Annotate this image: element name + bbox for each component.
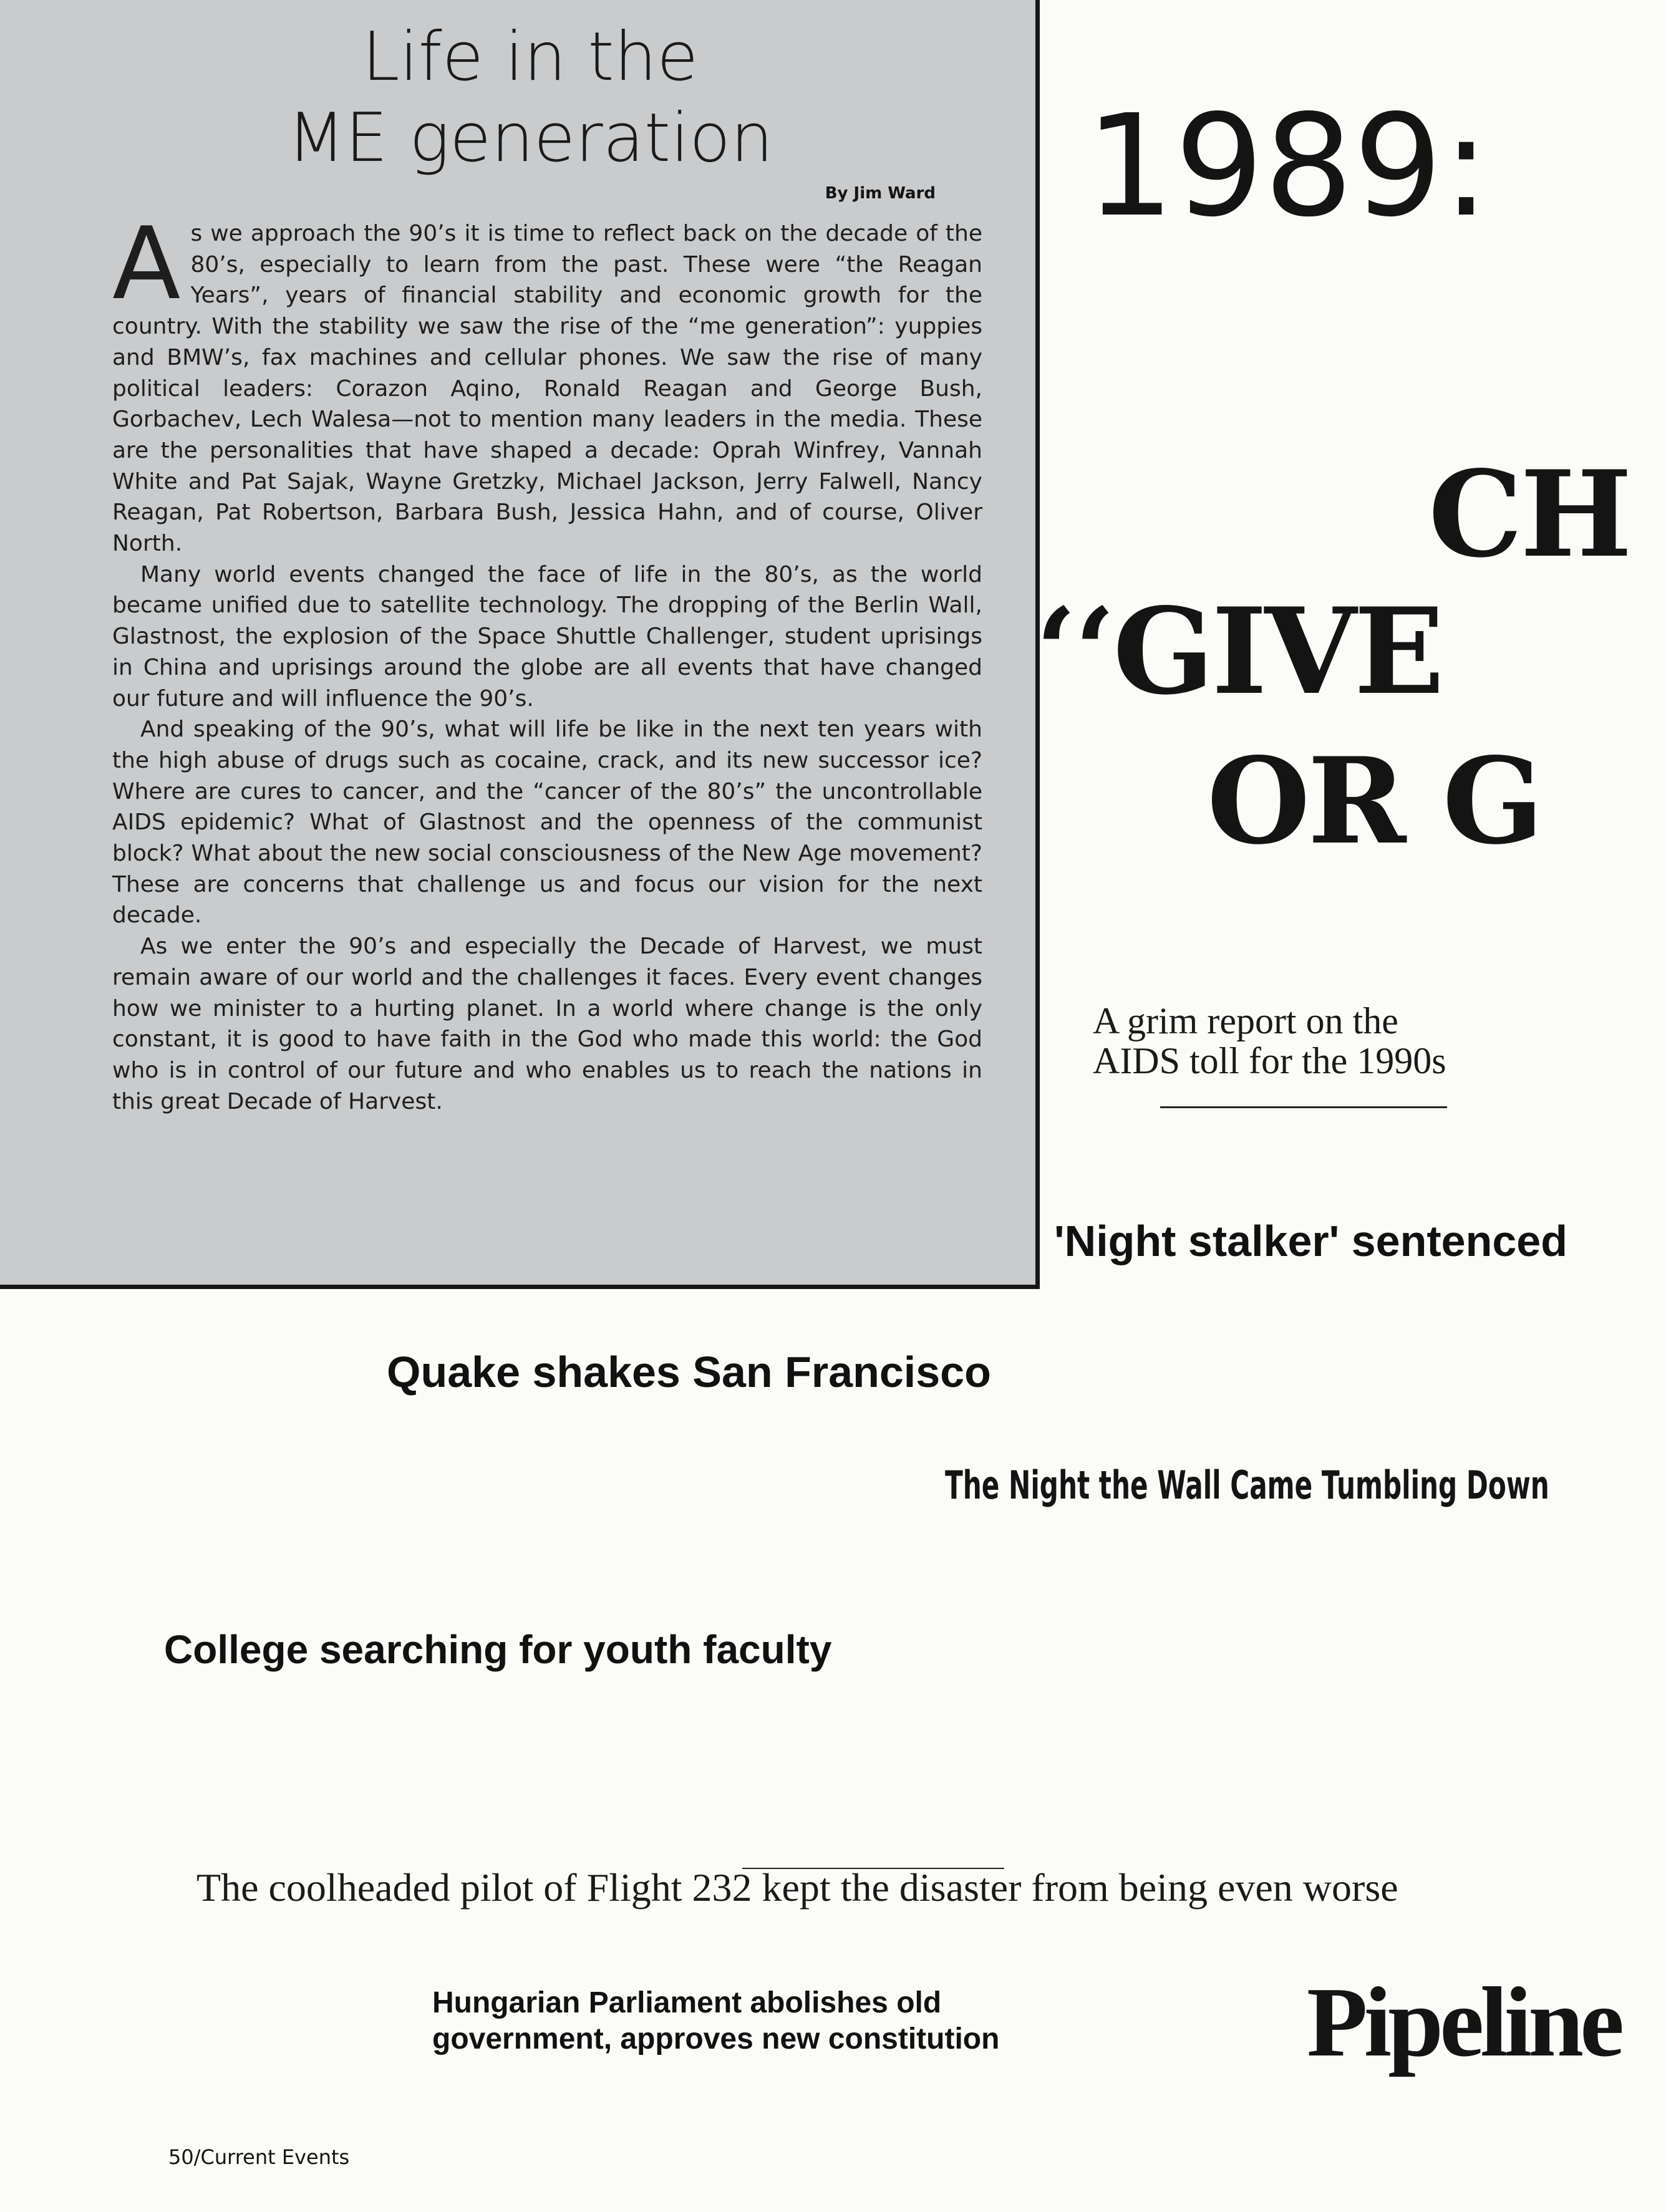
aids-headline-line-2: AIDS toll for the 1990s [1093, 1040, 1446, 1081]
article-paragraph: And speaking of the 90’s, what will life be like in the next ten years with the high abuse of drugs such as cocaine, crack, and its new successor ice? Where are cures to cancer, and the “cancer of the 80’s” the uncontrollable AIDS epidemic? What of Glastnost and the openness of the communist block? What about the new social consciousness of the New Age movement? These are concerns that challenge us and focus our vision for the next decade. [112, 717, 982, 929]
college-headline: College searching for youth faculty [164, 1627, 832, 1672]
year-heading: 1989: [1085, 85, 1490, 248]
article-paragraph: As we approach the 90’s it is time to reflect back on the decade of the 80’s, especially to learn from the past. These were “the Reagan Years”, years of financial stability and economic growth for the country. With the stability we saw the rise of the “me generation”: yuppies and BMW’s, fax machines and cellular phones. We saw the rise of many political leaders: Corazon Aqino, Ronald Reagan and George Bush, Gorbachev, Lech Walesa—not to mention many leaders in the media. These are the personalities that have shaped a decade: Oprah Winfrey, Vannah White and Pat Sajak, Wayne Gretzky, Michael Jackson, Jerry Falwell, Nancy Reagan, Pat Robertson, Barbara Bush, Jessica Hahn, and of course, Oliver North. [112, 205, 982, 557]
article-paragraph: Many world events changed the face of life in the 80’s, as the world became unified due to satellite technology. The dropping of the Berlin Wall, Glastnost, the explosion of the Space Shuttle Challenger, student uprisings in China and uprisings around the globe are all events that have changed our future and will influence the 90’s. [112, 561, 982, 712]
article-title-line-1: Life in the [362, 18, 699, 96]
article-paragraph: As we enter the 90’s and especially the Decade of Harvest, we must remain aware of our world and the challenges it faces. Every event changes how we minister to a hurting planet. In a world where change is the only constant, it is good to have faith in the God who made this world: the God who is in control of our future and who enables us to reach the nations in this great Decade of Harvest. [112, 934, 982, 1114]
clipping-or: OR G [1207, 732, 1541, 871]
aids-headline-line-1: A grim report on the [1093, 1000, 1398, 1041]
hungary-headline-line-2: government, approves new constitution [432, 2022, 1000, 2055]
article-byline: By Jim Ward [825, 184, 936, 203]
flight-232-headline: The coolheaded pilot of Flight 232 kept the disaster from being even worse [196, 1865, 1398, 1910]
quake-headline: Quake shakes San Francisco [387, 1348, 991, 1396]
article-body [112, 205, 982, 1117]
page-folio: 50/Current Events [168, 2145, 350, 2169]
clipping-give: ‘‘GIVE [1035, 582, 1442, 721]
hungary-headline-line-1: Hungarian Parliament abolishes old [432, 1986, 942, 2019]
divider-rule [1160, 1106, 1447, 1108]
drop-cap: A [112, 205, 181, 322]
clipping-ch: CH [1428, 445, 1630, 584]
pipeline-logo: Pipeline [1307, 1966, 1621, 2077]
article-title-line-2: ME generation [287, 99, 773, 177]
berlin-wall-headline: The Night the Wall Came Tumbling Down [945, 1462, 1549, 1508]
article-panel [0, 0, 1040, 1289]
night-stalker-headline: 'Night stalker' sentenced [1054, 1217, 1567, 1265]
